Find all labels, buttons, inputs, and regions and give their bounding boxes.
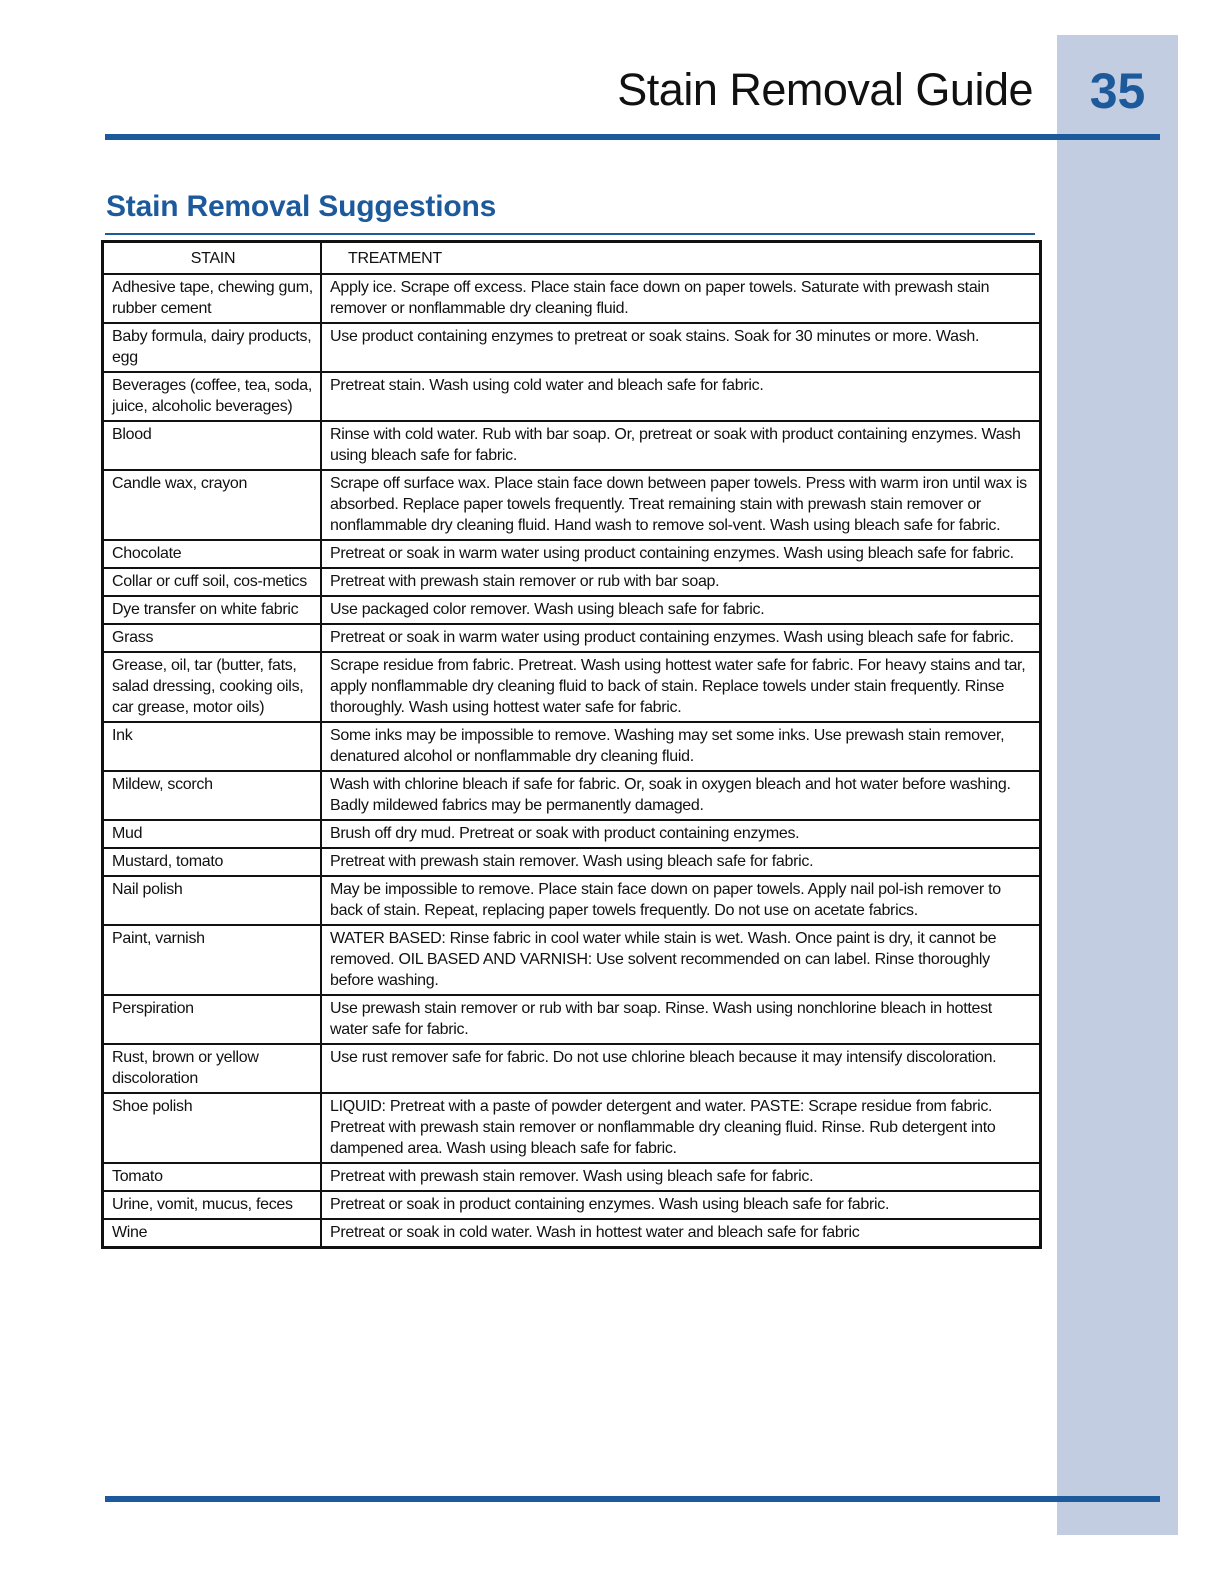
stain-cell: Grease, oil, tar (butter, fats, salad dressing, cooking oils, car grease, motor oils)	[103, 652, 322, 722]
stain-cell: Perspiration	[103, 995, 322, 1044]
stain-cell: Grass	[103, 624, 322, 652]
table-row	[103, 1044, 1041, 1093]
table-row	[103, 876, 1041, 925]
column-header-treatment: TREATMENT	[321, 242, 1041, 275]
stain-cell: Mildew, scorch	[103, 771, 322, 820]
table-row	[103, 274, 1041, 323]
treatment-cell: Rinse with cold water. Rub with bar soap. Or, pretreat or soak with product containing enzymes. Wash using bleach safe for fabric.	[321, 421, 1041, 470]
treatment-cell: Pretreat stain. Wash using cold water and bleach safe for fabric.	[321, 372, 1041, 421]
stain-table	[101, 240, 1042, 1249]
table-row	[103, 421, 1041, 470]
treatment-cell: Scrape residue from fabric. Pretreat. Wash using hottest water safe for fabric. For heavy stains and tar, apply nonflammable dry cleaning fluid to back of stain. Replace towels under stain frequently. Rinse thoroughly. Wash using hottest water safe for fabric.	[321, 652, 1041, 722]
table-row	[103, 540, 1041, 568]
page-side-tab	[1057, 35, 1178, 1535]
table-row	[103, 925, 1041, 995]
treatment-cell: Some inks may be impossible to remove. Washing may set some inks. Use prewash stain remover, denatured alcohol or nonflammable dry cleaning fluid.	[321, 722, 1041, 771]
stain-cell: Beverages (coffee, tea, soda, juice, alcoholic beverages)	[103, 372, 322, 421]
stain-cell: Dye transfer on white fabric	[103, 596, 322, 624]
treatment-cell: Pretreat or soak in warm water using product containing enzymes. Wash using bleach safe for fabric.	[321, 624, 1041, 652]
column-header-stain: STAIN	[103, 242, 322, 275]
treatment-cell: WATER BASED: Rinse fabric in cool water while stain is wet. Wash. Once paint is dry, it cannot be removed. OIL BASED AND VARNISH: Use solvent recommended on can label. Rinse thoroughly before washing.	[321, 925, 1041, 995]
table-row	[103, 624, 1041, 652]
stain-cell: Chocolate	[103, 540, 322, 568]
stain-cell: Paint, varnish	[103, 925, 322, 995]
table-row	[103, 771, 1041, 820]
stain-cell: Mud	[103, 820, 322, 848]
table-row	[103, 848, 1041, 876]
treatment-cell: Wash with chlorine bleach if safe for fabric. Or, soak in oxygen bleach and hot water before washing. Badly mildewed fabrics may be permanently damaged.	[321, 771, 1041, 820]
table-row	[103, 470, 1041, 540]
treatment-cell: Scrape off surface wax. Place stain face down between paper towels. Press with warm iron until wax is absorbed. Replace paper towels frequently. Treat remaining stain with prewash stain remover or nonflammable dry cleaning fluid. Hand wash to remove sol-vent. Wash using bleach safe for fabric.	[321, 470, 1041, 540]
section-title: Stain Removal Suggestions	[106, 190, 497, 223]
table-row	[103, 1191, 1041, 1219]
table-row	[103, 1093, 1041, 1163]
treatment-cell: Pretreat or soak in warm water using product containing enzymes. Wash using bleach safe for fabric.	[321, 540, 1041, 568]
table-row	[103, 323, 1041, 372]
section-rule	[105, 233, 1035, 235]
treatment-cell: Use packaged color remover. Wash using bleach safe for fabric.	[321, 596, 1041, 624]
treatment-cell: LIQUID: Pretreat with a paste of powder detergent and water. PASTE: Scrape residue from fabric. Pretreat with prewash stain remover or nonflammable dry cleaning fluid. Rinse. Rub detergent into dampened area. Wash using bleach safe for fabric.	[321, 1093, 1041, 1163]
table-row	[103, 820, 1041, 848]
table-row	[103, 568, 1041, 596]
stain-cell: Candle wax, crayon	[103, 470, 322, 540]
treatment-cell: Apply ice. Scrape off excess. Place stain face down on paper towels. Saturate with prewash stain remover or nonflammable dry cleaning fluid.	[321, 274, 1041, 323]
stain-cell: Shoe polish	[103, 1093, 322, 1163]
stain-cell: Blood	[103, 421, 322, 470]
stain-cell: Collar or cuff soil, cos-metics	[103, 568, 322, 596]
table-row	[103, 1219, 1041, 1248]
treatment-cell: Pretreat with prewash stain remover or rub with bar soap.	[321, 568, 1041, 596]
stain-cell: Mustard, tomato	[103, 848, 322, 876]
stain-cell: Tomato	[103, 1163, 322, 1191]
table-row	[103, 372, 1041, 421]
table-row	[103, 995, 1041, 1044]
page-title: Stain Removal Guide	[617, 64, 1033, 115]
stain-cell: Nail polish	[103, 876, 322, 925]
treatment-cell: Use prewash stain remover or rub with bar soap. Rinse. Wash using nonchlorine bleach in hottest water safe for fabric.	[321, 995, 1041, 1044]
treatment-cell: Brush off dry mud. Pretreat or soak with product containing enzymes.	[321, 820, 1041, 848]
page-number: 35	[1089, 63, 1146, 119]
table-row	[103, 722, 1041, 771]
table-body	[103, 274, 1041, 1248]
footer-rule	[105, 1496, 1160, 1502]
treatment-cell: Pretreat with prewash stain remover. Wash using bleach safe for fabric.	[321, 1163, 1041, 1191]
table-row	[103, 1163, 1041, 1191]
treatment-cell: Pretreat or soak in cold water. Wash in hottest water and bleach safe for fabric	[321, 1219, 1041, 1248]
stain-cell: Urine, vomit, mucus, feces	[103, 1191, 322, 1219]
treatment-cell: Pretreat or soak in product containing enzymes. Wash using bleach safe for fabric.	[321, 1191, 1041, 1219]
treatment-cell: Pretreat with prewash stain remover. Wash using bleach safe for fabric.	[321, 848, 1041, 876]
stain-cell: Adhesive tape, chewing gum, rubber cement	[103, 274, 322, 323]
stain-cell: Rust, brown or yellow discoloration	[103, 1044, 322, 1093]
treatment-cell: May be impossible to remove. Place stain face down on paper towels. Apply nail pol-ish remover to back of stain. Repeat, replacing paper towels frequently. Do not use on acetate fabrics.	[321, 876, 1041, 925]
treatment-cell: Use product containing enzymes to pretreat or soak stains. Soak for 30 minutes or more. Wash.	[321, 323, 1041, 372]
table-header-row	[103, 242, 1041, 275]
stain-cell: Wine	[103, 1219, 322, 1248]
header-rule	[105, 134, 1160, 140]
table-row	[103, 596, 1041, 624]
stain-cell: Baby formula, dairy products, egg	[103, 323, 322, 372]
treatment-cell: Use rust remover safe for fabric. Do not use chlorine bleach because it may intensify discoloration.	[321, 1044, 1041, 1093]
table-header	[103, 242, 1041, 275]
table-row	[103, 652, 1041, 722]
stain-cell: Ink	[103, 722, 322, 771]
